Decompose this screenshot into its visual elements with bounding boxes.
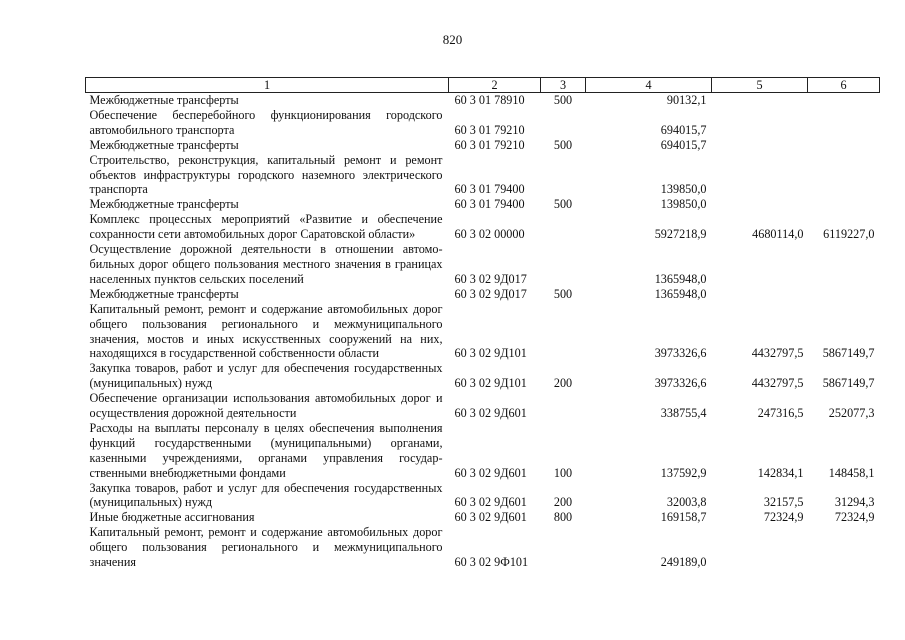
row-amount-year3: 5867149,7 — [822, 346, 875, 361]
row-name: Межбюджетные трансферты — [89, 137, 239, 152]
row-expense-type: 500 — [553, 137, 573, 152]
row-expense-type: 500 — [553, 93, 573, 107]
row-target-code: 60 3 02 9Ф101 — [454, 555, 529, 570]
row-amount-year2: 247316,5 — [757, 406, 804, 421]
row-name: Расходы на выплаты персоналу в целях обеспечения выполнения функций государственными (муниципальными) органами, казенными учреждениями, органами управления государственными внебюджетными фондами — [89, 420, 443, 480]
row-expense-type: 500 — [553, 197, 573, 212]
row-amount-year1: 694015,7 — [660, 137, 707, 152]
row-amount-year1: 139850,0 — [660, 182, 707, 197]
table-row — [86, 197, 880, 212]
row-target-code: 60 3 02 9Д101 — [454, 376, 527, 391]
row-target-code: 60 3 02 9Д017 — [454, 271, 527, 286]
row-amount-year3 — [808, 525, 880, 570]
row-target-code: 60 3 02 9Д101 — [454, 346, 527, 361]
table-row — [86, 212, 880, 242]
row-amount-year1: 1365948,0 — [654, 286, 707, 301]
row-amount-year2: 32157,5 — [763, 495, 804, 510]
row-amount-year1: 90132,1 — [666, 93, 707, 107]
row-target-code: 60 3 02 9Д601 — [454, 495, 527, 510]
row-target-code: 60 3 02 9Д601 — [454, 465, 527, 480]
row-amount-year2 — [712, 138, 808, 153]
row-expense-type: 800 — [553, 510, 573, 525]
row-name: Обеспечение бесперебойного функционирования городского автомобильного транспорта — [89, 107, 443, 137]
row-amount-year3: 5867149,7 — [822, 376, 875, 391]
table-row — [86, 153, 880, 198]
row-target-code: 60 3 02 9Д017 — [454, 286, 527, 301]
table-body — [86, 93, 880, 571]
row-name: Осуществление дорожной деятельности в отношении автомобильных дорог общего пользования местного значения в границах населенных пунктов сельских поселений — [89, 242, 443, 286]
row-target-code: 60 3 01 79400 — [454, 197, 525, 212]
row-amount-year2 — [712, 525, 808, 570]
row-target-code: 60 3 01 79210 — [454, 137, 525, 152]
row-amount-year1: 249189,0 — [660, 555, 707, 570]
row-amount-year1: 1365948,0 — [654, 271, 707, 286]
row-amount-year2: 4680114,0 — [752, 227, 804, 242]
row-amount-year2 — [712, 197, 808, 212]
row-expense-type — [541, 212, 586, 242]
row-amount-year1: 3973326,6 — [654, 346, 707, 361]
row-amount-year3 — [808, 153, 880, 198]
row-amount-year1: 169158,7 — [660, 510, 707, 525]
row-amount-year3: 252077,3 — [828, 406, 875, 421]
row-amount-year2: 4432797,5 — [751, 376, 804, 391]
row-expense-type — [541, 108, 586, 138]
table-row — [86, 391, 880, 421]
row-target-code: 60 3 02 9Д601 — [454, 510, 527, 525]
row-amount-year3 — [808, 93, 880, 108]
row-amount-year1: 32003,8 — [666, 495, 707, 510]
row-name: Межбюджетные трансферты — [89, 93, 239, 107]
row-target-code: 60 3 01 79210 — [454, 122, 525, 137]
table-row — [86, 93, 880, 108]
header-year1: 4 — [586, 78, 712, 93]
row-expense-type: 200 — [553, 376, 573, 391]
table-row — [86, 421, 880, 481]
table-row — [86, 510, 880, 525]
row-amount-year1: 137592,9 — [660, 465, 707, 480]
table-row — [86, 138, 880, 153]
row-amount-year2 — [712, 108, 808, 138]
row-target-code: 60 3 01 78910 — [454, 93, 525, 107]
row-name: Капитальный ремонт, ремонт и содержание автомобильных дорог общего пользования регионального и межмуниципального значения, мостов и иных искусственных сооружений на них, находящихся в государственной собственности области — [89, 301, 443, 361]
row-name: Строительство, реконструкция, капитальный ремонт и ремонт объектов инфраструктуры городского наземного электрического транспорта — [89, 152, 443, 197]
row-expense-type — [541, 391, 586, 421]
row-expense-type — [541, 153, 586, 198]
row-name: Межбюджетные трансферты — [89, 197, 239, 212]
row-amount-year2: 4432797,5 — [751, 346, 804, 361]
row-target-code: 60 3 02 00000 — [454, 227, 525, 242]
row-name: Комплекс процессных мероприятий «Развитие и обеспечение сохранности сети автомобильных дорог Саратовской области» — [89, 212, 443, 242]
row-amount-year2 — [712, 242, 808, 287]
row-amount-year3 — [808, 242, 880, 287]
row-expense-type: 500 — [553, 286, 573, 301]
row-amount-year1: 338755,4 — [660, 406, 707, 421]
row-amount-year3 — [808, 108, 880, 138]
row-expense-type — [541, 242, 586, 287]
row-expense-type — [541, 525, 586, 570]
page-number: 820 — [442, 32, 463, 47]
table-row — [86, 361, 880, 391]
row-name: Иные бюджетные ассигнования — [89, 510, 255, 525]
table-row — [86, 481, 880, 511]
row-amount-year1: 5927218,9 — [654, 227, 707, 242]
table-row — [86, 108, 880, 138]
row-amount-year2: 142834,1 — [757, 465, 804, 480]
row-amount-year3 — [808, 197, 880, 212]
table-row — [86, 302, 880, 362]
row-amount-year1: 694015,7 — [660, 122, 707, 137]
row-name: Капитальный ремонт, ремонт и содержание автомобильных дорог общего пользования регионального и межмуниципального значения — [89, 525, 443, 570]
row-amount-year2 — [712, 153, 808, 198]
row-expense-type: 100 — [553, 465, 573, 480]
row-amount-year3 — [808, 138, 880, 153]
row-amount-year1: 3973326,6 — [654, 376, 707, 391]
table-row — [86, 287, 880, 302]
header-row — [86, 78, 880, 93]
row-amount-year2 — [712, 93, 808, 108]
row-amount-year3 — [808, 287, 880, 302]
row-amount-year2 — [712, 287, 808, 302]
row-amount-year3: 72324,9 — [834, 510, 875, 525]
row-amount-year1: 139850,0 — [660, 197, 707, 212]
table-row — [86, 525, 880, 570]
row-name: Обеспечение организации использования автомобильных дорог и осуществления дорожной деятельности — [89, 391, 443, 421]
row-amount-year3: 31294,3 — [834, 495, 875, 510]
row-name: Закупка товаров, работ и услуг для обеспечения государственных (муниципальных) нужд — [89, 480, 443, 510]
table-row — [86, 242, 880, 287]
row-expense-type — [541, 302, 586, 362]
row-target-code: 60 3 02 9Д601 — [454, 406, 527, 421]
row-amount-year3: 148458,1 — [828, 465, 875, 480]
row-target-code: 60 3 01 79400 — [454, 182, 525, 197]
budget-table — [85, 77, 880, 570]
header-year2: 5 — [712, 78, 808, 93]
header-year3: 6 — [808, 78, 880, 93]
header-name: 1 — [86, 78, 449, 93]
row-name: Закупка товаров, работ и услуг для обеспечения государственных (муниципальных) нужд — [89, 361, 443, 391]
row-amount-year2: 72324,9 — [763, 510, 804, 525]
row-expense-type: 200 — [553, 495, 573, 510]
row-amount-year3: 6119227,0 — [823, 227, 875, 242]
header-csr: 2 — [449, 78, 541, 93]
row-name: Межбюджетные трансферты — [89, 286, 239, 301]
header-vr: 3 — [541, 78, 586, 93]
